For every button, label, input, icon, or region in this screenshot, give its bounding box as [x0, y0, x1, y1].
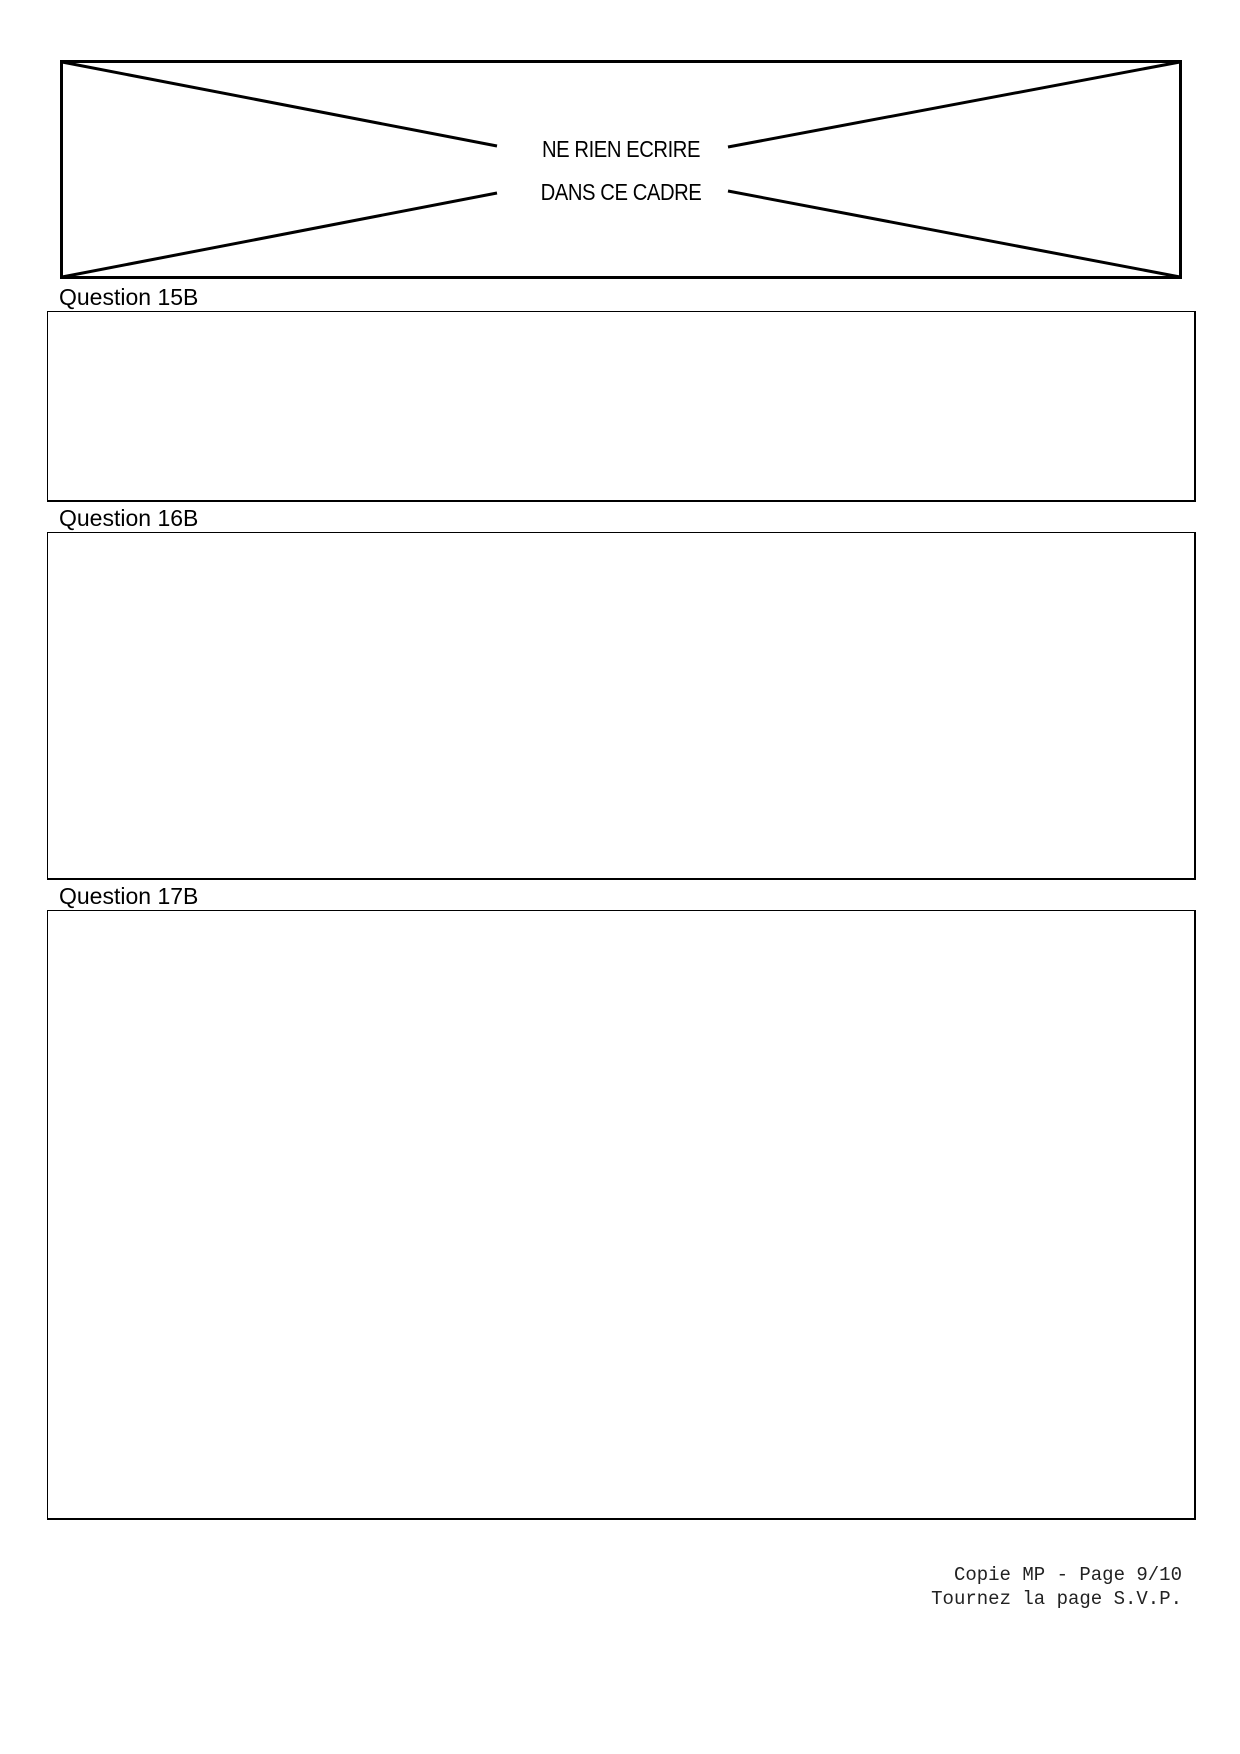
do-not-write-line-1: NE RIEN ECRIRE — [541, 136, 701, 162]
do-not-write-box — [60, 60, 1182, 279]
question-16b-label: Question 16B — [59, 505, 199, 531]
question-15b-label: Question 15B — [59, 284, 199, 310]
question-17b-label: Question 17B — [59, 883, 199, 909]
turn-page-note: Tournez la page S.V.P. — [931, 1588, 1182, 1610]
do-not-write-line-2: DANS CE CADRE — [540, 179, 702, 205]
page-number: Copie MP - Page 9/10 — [953, 1564, 1182, 1586]
question-17b-answer-box[interactable] — [47, 910, 1196, 1520]
crossed-box-graphic — [60, 60, 1182, 279]
question-15b-answer-box[interactable] — [47, 311, 1196, 502]
question-16b-answer-box[interactable] — [47, 532, 1196, 880]
